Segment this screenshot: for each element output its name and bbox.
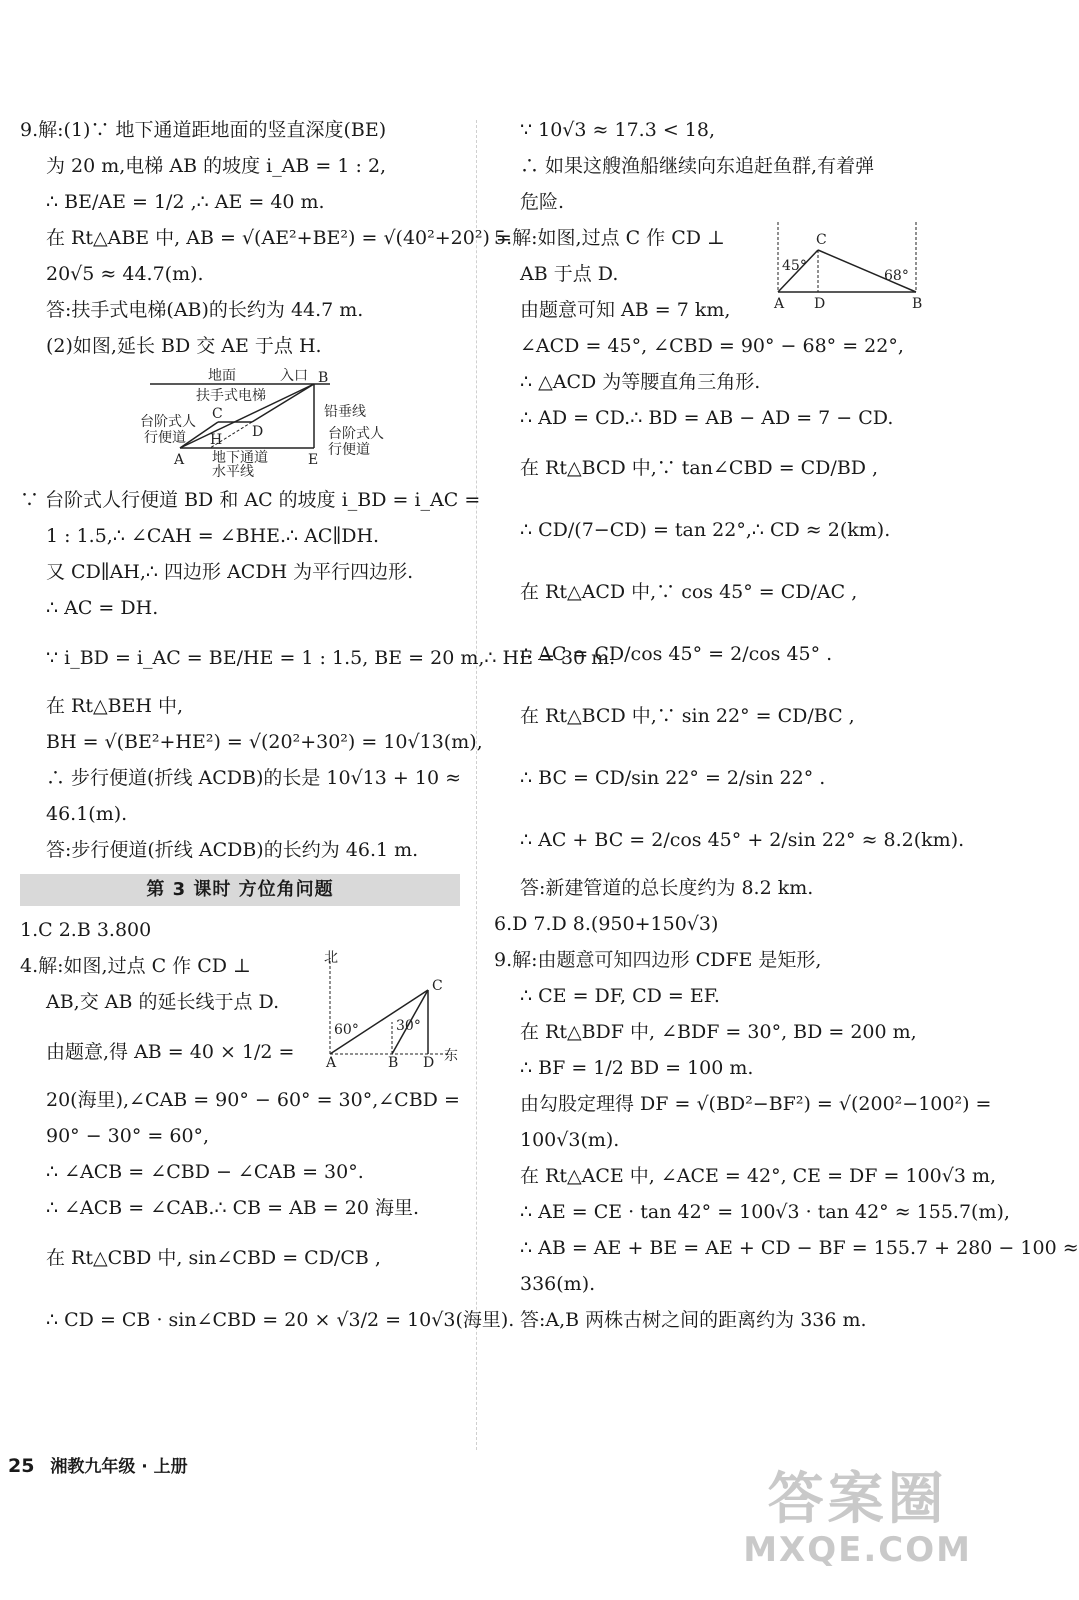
- watermark-top: 答案圈: [767, 1467, 948, 1532]
- fig3-angle-b: 68°: [884, 268, 909, 284]
- column-divider: [476, 120, 477, 1450]
- q9-line-1: 9.解:(1)∵ 地下通道距地面的竖直深度(BE): [20, 119, 387, 141]
- fig1-H: H: [210, 432, 223, 448]
- fig3-C: C: [816, 232, 827, 248]
- q5-line-4: ∠ACD = 45°, ∠CBD = 90° − 68° = 22°,: [520, 335, 904, 357]
- q4-line-2: AB,交 AB 的延长线于点 D.: [46, 991, 280, 1013]
- fig1-B: B: [318, 370, 329, 386]
- section-title: 第 3 课时 方位角问题: [20, 874, 460, 906]
- q9b-line-5: 由勾股定理得 DF = √(BD²−BF²) = √(200²−100²) =: [520, 1093, 992, 1115]
- q9-line-3: ∴ BE/AE = 1/2 ,∴ AE = 40 m.: [46, 191, 325, 213]
- bearing-figure: [310, 950, 460, 1071]
- q9-line-13: 在 Rt△BEH 中,: [46, 695, 184, 717]
- fig3-D: D: [814, 296, 826, 312]
- fig2-angle-b: 30°: [396, 1018, 421, 1034]
- q9b-line-4: ∴ BF = 1/2 BD = 100 m.: [520, 1057, 754, 1079]
- q9-line-15: ∴ 步行便道(折线 ACDB)的长是 10√13 + 10 ≈: [46, 767, 461, 789]
- q9b-line-1: 9.解:由题意可知四边形 CDFE 是矩形,: [494, 949, 822, 971]
- fig2-north: 北: [324, 950, 338, 966]
- q4-line-9: ∴ CD = CB · sin∠CBD = 20 × √3/2 = 10√3(海里).: [46, 1309, 515, 1331]
- watermark-bottom: MXQE.COM: [743, 1530, 972, 1570]
- q9b-line-10: 336(m).: [520, 1273, 596, 1295]
- q5-line-9: 在 Rt△ACD 中,∵ cos 45° = CD/AC ,: [520, 581, 858, 603]
- q1-3-answers: 1.C 2.B 3.800: [20, 919, 152, 941]
- fig3-A: A: [774, 296, 785, 312]
- fig1-path-left-1: 台阶式人: [140, 414, 196, 430]
- q9-line-17: 答:步行便道(折线 ACDB)的长约为 46.1 m.: [46, 839, 419, 861]
- page-number: 25: [8, 1455, 35, 1477]
- fig1-tunnel-1: 地下通道: [212, 450, 268, 466]
- q9-line-2: 为 20 m,电梯 AB 的坡度 i_AB = 1 : 2,: [46, 155, 387, 177]
- fig2-angle-a: 60°: [334, 1022, 359, 1038]
- fig1-D: D: [252, 424, 264, 440]
- fig1-A: A: [174, 452, 185, 468]
- fig2-D: D: [423, 1055, 435, 1071]
- fig3-angle-a: 45°: [782, 258, 807, 274]
- q9-line-7: (2)如图,延长 BD 交 AE 于点 H.: [46, 335, 322, 357]
- book-title: 湘教九年级 · 上册: [50, 1457, 188, 1477]
- fig1-path-right-2: 行便道: [328, 442, 370, 458]
- q5-line-3: 由题意可知 AB = 7 km,: [520, 299, 731, 321]
- tunnel-figure: [140, 370, 390, 478]
- fig1-E: E: [308, 452, 319, 468]
- q9-line-8: ∵ 台阶式人行便道 BD 和 AC 的坡度 i_BD = i_AC =: [20, 489, 481, 511]
- q5-line-13: ∴ AC + BC = 2/cos 45° + 2/sin 22° ≈ 8.2(km).: [520, 829, 965, 851]
- q5-line-7: 在 Rt△BCD 中,∵ tan∠CBD = CD/BD ,: [520, 457, 879, 479]
- q9-line-14: BH = √(BE²+HE²) = √(20²+30²) = 10√13(m),: [46, 731, 483, 753]
- q9-line-5: 20√5 ≈ 44.7(m).: [46, 263, 204, 285]
- q4-line-8: 在 Rt△CBD 中, sin∠CBD = CD/CB ,: [46, 1247, 381, 1269]
- q9-line-12: ∵ i_BD = i_AC = BE/HE = 1 : 1.5, BE = 20 m,∴ HE = 30 m.: [46, 647, 616, 669]
- watermark: [743, 1467, 972, 1570]
- fig3-B: B: [912, 296, 923, 312]
- right-column: [494, 118, 1079, 1344]
- q4-line-1: 4.解:如图,过点 C 作 CD ⊥: [20, 955, 251, 977]
- q9-line-16: 46.1(m).: [46, 803, 128, 825]
- q4-line-11: ∴ 如果这艘渔船继续向东追赶鱼群,有着弹: [520, 155, 875, 177]
- q9b-line-3: 在 Rt△BDF 中, ∠BDF = 30°, BD = 200 m,: [520, 1021, 917, 1043]
- q4-line-12: 危险.: [520, 191, 565, 213]
- fig1-escalator: 扶手式电梯: [196, 388, 266, 404]
- q4-line-10: ∵ 10√3 ≈ 17.3 < 18,: [520, 119, 716, 141]
- q5-line-5: ∴ △ACD 为等腰直角三角形.: [520, 371, 761, 393]
- q5-line-1: 5.解:如图,过点 C 作 CD ⊥: [494, 227, 725, 249]
- q9b-line-8: ∴ AE = CE · tan 42° = 100√3 · tan 42° ≈ 155.7(m),: [520, 1201, 1010, 1223]
- fig1-tunnel-2: 水平线: [212, 464, 254, 480]
- fig1-path-right-1: 台阶式人: [328, 426, 384, 442]
- q9b-line-9: ∴ AB = AE + BE = AE + CD − BF = 155.7 + 280 − 100 ≈: [520, 1237, 1079, 1259]
- q4-line-4: 20(海里),∠CAB = 90° − 60° = 30°,∠CBD =: [46, 1089, 460, 1111]
- q9-line-6: 答:扶手式电梯(AB)的长约为 44.7 m.: [46, 299, 364, 321]
- q9b-line-2: ∴ CE = DF, CD = EF.: [520, 985, 720, 1007]
- q5-line-11: 在 Rt△BCD 中,∵ sin 22° = CD/BC ,: [520, 705, 855, 727]
- q5-line-10: ∴ AC = CD/cos 45° = 2/cos 45° .: [520, 643, 833, 665]
- q4-line-6: ∴ ∠ACB = ∠CBD − ∠CAB = 30°.: [46, 1161, 364, 1183]
- fig1-C: C: [212, 406, 223, 422]
- q5-line-14: 答:新建管道的总长度约为 8.2 km.: [520, 877, 814, 899]
- pipeline-figure: [774, 222, 924, 312]
- q5-line-2: AB 于点 D.: [520, 263, 619, 285]
- q9-line-4: 在 Rt△ABE 中, AB = √(AE²+BE²) = √(40²+20²) =: [46, 227, 512, 249]
- fig2-east: 东: [444, 1048, 458, 1064]
- q4-line-3: 由题意,得 AB = 40 × 1/2 =: [46, 1041, 295, 1063]
- q9b-line-11: 答:A,B 两株古树之间的距离约为 336 m.: [520, 1309, 867, 1331]
- q4-line-7: ∴ ∠ACB = ∠CAB.∴ CB = AB = 20 海里.: [46, 1197, 420, 1219]
- fig1-ground: 地面: [208, 368, 236, 384]
- q6-8-answers: 6.D 7.D 8.(950+150√3): [494, 913, 719, 935]
- q4-line-5: 90° − 30° = 60°,: [46, 1125, 210, 1147]
- q5-line-8: ∴ CD/(7−CD) = tan 22°,∴ CD ≈ 2(km).: [520, 519, 891, 541]
- q9b-line-7: 在 Rt△ACE 中, ∠ACE = 42°, CE = DF = 100√3 m,: [520, 1165, 997, 1187]
- page-footer: [8, 1452, 188, 1477]
- q9-line-9: 1 : 1.5,∴ ∠CAH = ∠BHE.∴ AC∥DH.: [46, 525, 380, 547]
- q5-line-12: ∴ BC = CD/sin 22° = 2/sin 22° .: [520, 767, 826, 789]
- fig2-C: C: [432, 978, 443, 994]
- q9-line-10: 又 CD∥AH,∴ 四边形 ACDH 为平行四边形.: [46, 561, 414, 583]
- fig1-path-left-2: 行便道: [144, 430, 186, 446]
- fig2-B: B: [388, 1055, 399, 1071]
- fig1-entrance: 入口: [280, 368, 308, 384]
- q5-line-6: ∴ AD = CD.∴ BD = AB − AD = 7 − CD.: [520, 407, 894, 429]
- fig2-A: A: [326, 1055, 337, 1071]
- q9-line-11: ∴ AC = DH.: [46, 597, 159, 619]
- fig1-plumb: 铅垂线: [324, 404, 366, 420]
- q9b-line-6: 100√3(m).: [520, 1129, 620, 1151]
